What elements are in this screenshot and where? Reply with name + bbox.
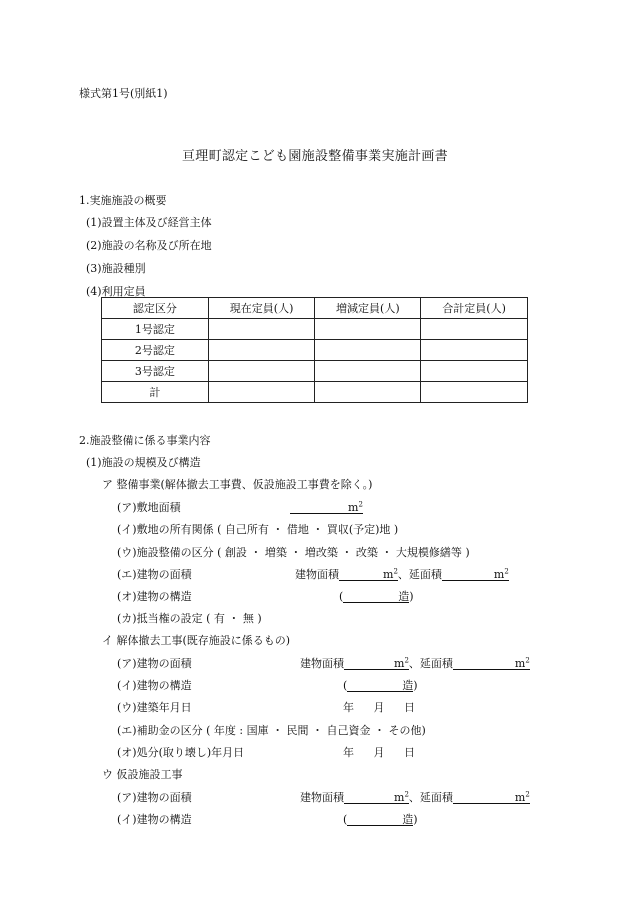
b-building-area-label: (ア)建物の面積 xyxy=(117,657,192,670)
site-area-unit: $m^2$ xyxy=(348,500,363,514)
mortgage-setting: (カ)抵当権の設定 ( 有 ・ 無 ) xyxy=(117,612,262,625)
site-area-blank[interactable] xyxy=(290,501,348,514)
page-title: 亘理町認定こども園施設整備事業実施計画書 xyxy=(181,149,448,164)
facility-category: (ウ)施設整備の区分 ( 創設 ・ 増築 ・ 増改築 ・ 改築 ・ 大規模修繕等 ) xyxy=(117,546,470,559)
a-structure-field[interactable]: ( 造) xyxy=(339,590,414,603)
table-cell-change[interactable] xyxy=(315,319,421,340)
subsection-c-heading: ウ 仮設施設工事 xyxy=(102,768,183,781)
section1-item-3: (3)施設種別 xyxy=(86,262,146,275)
table-header-row xyxy=(102,298,528,319)
section1-item-2: (2)施設の名称及び所在地 xyxy=(86,239,212,252)
section1-item-4: (4)利用定員 xyxy=(86,285,146,298)
built-date-field[interactable]: 年 月 日 xyxy=(343,701,415,714)
table-cell-change[interactable] xyxy=(315,361,421,382)
capacity-table xyxy=(101,297,528,403)
table-row xyxy=(102,361,528,382)
section2-heading: 2.施設整備に係る事業内容 xyxy=(79,434,211,447)
table-header-cell: 増減定員(人) xyxy=(315,298,421,319)
table-cell-change[interactable] xyxy=(315,340,421,361)
table-row xyxy=(102,382,528,403)
c-structure-field[interactable]: ( 造) xyxy=(343,813,418,826)
table-cell-change[interactable] xyxy=(315,382,421,403)
c-building-area-field[interactable]: 建物面積 $m^2$、延面積 $m^2$ xyxy=(300,790,530,804)
table-header-cell: 認定区分 xyxy=(102,298,209,319)
site-area-label: (ア)敷地面積 xyxy=(117,501,181,514)
b-structure-label: (イ)建物の構造 xyxy=(117,679,192,692)
site-ownership: (イ)敷地の所有関係 ( 自己所有 ・ 借地 ・ 買収(予定)地 ) xyxy=(117,523,399,536)
section1-item-1: (1)設置主体及び経営主体 xyxy=(86,216,212,229)
section1-heading: 1.実施施設の概要 xyxy=(79,194,167,207)
b-structure-blank[interactable] xyxy=(347,679,402,692)
built-date-label: (ウ)建築年月日 xyxy=(117,701,192,714)
a-total-area-blank[interactable] xyxy=(442,568,494,581)
a-building-area-field[interactable]: 建物面積 $m^2$、延面積 $m^2$ xyxy=(295,567,509,581)
b-building-area-blank[interactable] xyxy=(344,657,394,670)
table-cell-total[interactable] xyxy=(421,361,528,382)
c-building-area-label: (ア)建物の面積 xyxy=(117,791,192,804)
a-structure-label: (オ)建物の構造 xyxy=(117,590,192,603)
b-building-area-field[interactable]: 建物面積 $m^2$、延面積 $m^2$ xyxy=(300,656,530,670)
table-header-cell: 現在定員(人) xyxy=(208,298,315,319)
table-cell-current[interactable] xyxy=(208,382,315,403)
table-row xyxy=(102,340,528,361)
site-area-field[interactable] xyxy=(290,501,363,514)
table-cell-total[interactable] xyxy=(421,382,528,403)
table-row-label: 1号認定 xyxy=(102,319,209,340)
form-number: 様式第1号(別紙1) xyxy=(79,87,168,100)
a-structure-blank[interactable] xyxy=(343,590,398,603)
disposal-date-field[interactable]: 年 月 日 xyxy=(343,746,415,759)
c-total-area-blank[interactable] xyxy=(453,791,515,804)
table-cell-current[interactable] xyxy=(208,361,315,382)
table-row xyxy=(102,319,528,340)
table-row-label: 2号認定 xyxy=(102,340,209,361)
c-structure-blank[interactable] xyxy=(347,813,402,826)
b-structure-field[interactable]: ( 造) xyxy=(343,679,418,692)
a-building-area-label: (エ)建物の面積 xyxy=(117,568,192,581)
table-cell-total[interactable] xyxy=(421,319,528,340)
table-cell-total[interactable] xyxy=(421,340,528,361)
a-building-area-blank[interactable] xyxy=(339,568,383,581)
section2-sub1: (1)施設の規模及び構造 xyxy=(86,456,201,469)
subsidy-category: (エ)補助金の区分 ( 年度 : 国庫 ・ 民間 ・ 自己資金 ・ その他) xyxy=(117,724,426,737)
c-structure-label: (イ)建物の構造 xyxy=(117,813,192,826)
b-total-area-blank[interactable] xyxy=(453,657,515,670)
subsection-b-heading: イ 解体撤去工事(既存施設に係るもの) xyxy=(102,634,291,647)
c-building-area-blank[interactable] xyxy=(344,791,394,804)
table-row-label: 計 xyxy=(102,382,209,403)
table-cell-current[interactable] xyxy=(208,340,315,361)
subsection-a-heading: ア 整備事業(解体撤去工事費、仮設施設工事費を除く。) xyxy=(102,478,373,491)
table-row-label: 3号認定 xyxy=(102,361,209,382)
table-cell-current[interactable] xyxy=(208,319,315,340)
disposal-date-label: (オ)処分(取り壊し)年月日 xyxy=(117,746,245,759)
table-header-cell: 合計定員(人) xyxy=(421,298,528,319)
